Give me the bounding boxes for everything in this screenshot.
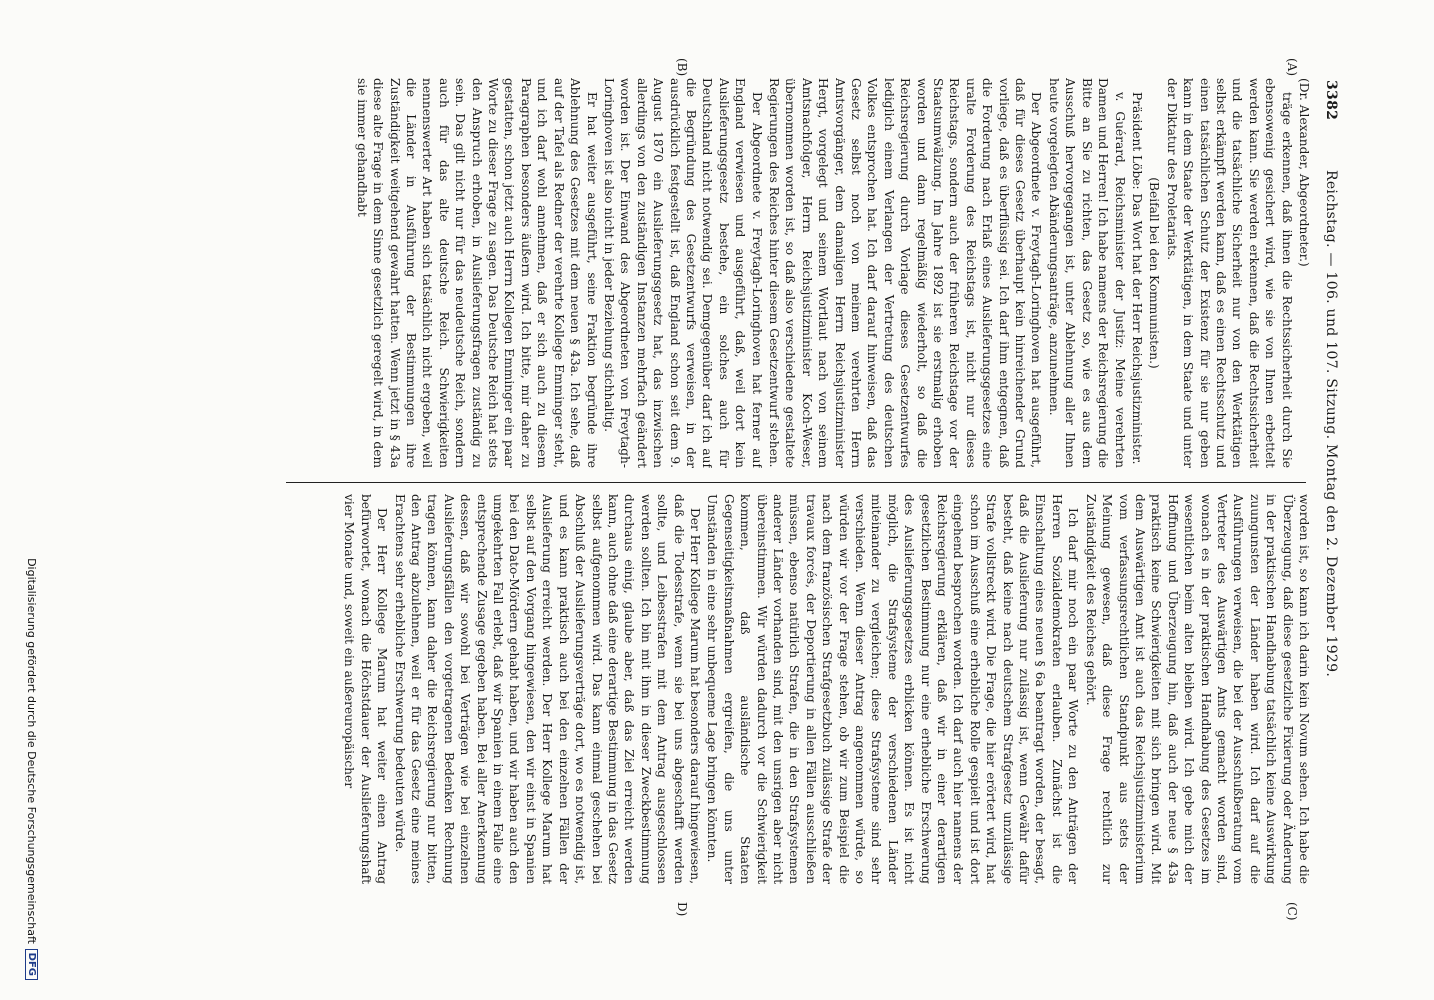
margin-marker-b: (B) [675, 58, 689, 77]
margin-marker-a: (A) [1285, 58, 1299, 77]
speaker-continuation: (Dr. Alexander, Abgeordneter.) [1297, 78, 1311, 267]
column-divider [286, 482, 1306, 483]
paragraph: v. Guérard, Reichsminister der Justiz: Meine verehrten Damen und Herren! Ich habe namens der Reichsregierung die Bitte an Sie zu richten, das Gesetz so, wie es aus dem Ausschuß hervorgegangen ist, unter Ablehnung aller Ihnen heute vorgelegten Abänderungsanträge, anzunehmen. [1046, 78, 1127, 468]
left-text-column [282, 78, 1312, 468]
margin-marker-c: (C) [1285, 902, 1299, 921]
paragraph: worden ist, so kann ich darin kein Novum sehen. Ich habe die Überzeugung, daß diese gesetzliche Fixierung oder Änderung in der praktischen Handhabung tatsächlich keine Auswirkung zuungunsten der Länder haben wird. Ich darf auf die Ausführungen verweisen, die bei der Ausschußberatung vom Vertreter des Auswärtigen Amts gemacht worden sind, wonach es in der praktischen Handhabung des Gesetzes im wesentlichen beim alten bleiben wird. Ich gebe mich der Hoffnung und Überzeugung hin, daß auch der neue § 43a praktisch keine Schwierigkeiten mit sich bringen wird. Mit dem Auswärtigen Amt ist auch das Reichsjustizministerium vom verfassungsrechtlichen Standpunkt aus stets der Meinung gewesen, daß diese Frage rechtlich zur Zuständigkeit des Reiches gehört. [1083, 494, 1311, 884]
paragraph: Der Abgeordnete v. Freytagh-Loringhoven hat ausgeführt, daß für dieses Gesetz überhaupt kein hinreichender Grund vorliege, daß es überflüssig sei. Ich darf ihm entgegnen, daß die Forderung nach Erlaß eines Auslieferungsgesetzes eine uralte Forderung des Reichstags ist, nicht nur dieses Reichstags, sondern auch der früheren Reichstage vor der Staatsumwälzung. Im Jahre 1892 ist sie erstmalig erhoben worden und dann regelmäßig wiederholt, so daß die Reichsregierung durch Vorlage dieses Gesetzentwurfes lediglich einem Verlangen der Vertretung des deutschen Volkes entsprochen hat. Ich darf darauf hinweisen, daß das Gesetz selbst noch von meinem verehrten Herrn Amtsvorgänger, dem damaligen Herrn Reichsjustizminister Hergt, vorgelegt und seinem Wortlaut nach von seinem Amtsnachfolger, Herrn Reichsjustizminister Koch-Weser, übernommen worden ist, so daß also verschiedene gestaltete Regierungen des Reiches hinter diesem Gesetzentwurf stehen. [767, 78, 1044, 468]
paragraph: Der Herr Kollege Marum hat weiter einen Antrag befürwortet, wonach die Höchstdauer der Auslieferungshaft vier Monate und, soweit ein außereuropäischer [342, 494, 390, 884]
dfg-logo: DFG [25, 949, 38, 980]
digitization-footer [12, 12, 52, 992]
margin-marker-d: D) [675, 902, 689, 917]
paragraph: Ich darf mir noch ein paar Worte zu den Anträgen der Herren Sozialdemokraten erlauben. Zunächst ist die Einschaltung eines neuen § 6a beantragt worden, der besagt, daß die Auslieferung nur zulässig ist, wenn Gewähr dafür besteht, daß keine nach deutschem Strafgesetz unzulässige Strafe vollstreckt wird. Die Frage, die hier erörtert wird, hat schon im Ausschuß eine erhebliche Rolle gespielt und ist dort eingehend besprochen worden. Ich darf auch hier namens der Reichsregierung erklären, daß wir in einer derartigen gesetzlichen Bestimmung nur eine erhebliche Erschwerung des Auslieferungsgesetzes erblicken können. Es ist nicht möglich, die Strafsysteme der verschiedenen Länder miteinander zu vergleichen; diese Strafsysteme sind sehr verschieden. Wenn dieser Antrag angenommen würde, so würden wir vor der Frage stehen, ob wir zum Beispiel die nach dem französischen Strafgesetzbuch zulässige Strafe der travaux forcés, der Deportierung in allen Fällen ausschließen müssen, ebenso natürlich Strafen, die in den Strafsystemen anderer Länder vorhanden sind, mit den unsrigen aber nicht übereinstimmen. Wir würden dadurch vor die Schwierigkeit kommen, daß ausländische Staaten Gegenseitigkeitsmaßnahmen ergreifen, die uns unter Umständen in eine sehr unbequeme Lage bringen könnten. [705, 494, 1081, 884]
paragraph: Der Abgeordnete v. Freytagh-Loringhoven hat ferner auf England verwiesen und ausgeführt, daß, weil dort kein Auslieferungsgesetz bestehe, ein solches auch für Deutschland nicht notwendig sei. Demgegenüber darf ich auf die Begründung des Gesetzentwurfs verweisen, in der ausdrücklich festgestellt ist, daß England schon seit dem 9. August 1870 ein Auslieferungsgesetz hat, das inzwischen allerdings von den zuständigen Instanzen mehrfach geändert worden ist. Der Einwand des Abgeordneten von Freytagh-Loringhoven ist also nicht in jeder Beziehung stichhaltig. [601, 78, 764, 468]
right-text-column [282, 494, 1312, 884]
paragraph: träge erkennen, daß ihnen die Rechtssicherheit durch Sie ebensowenig gesichert wird, wie sie von Ihnen erbettelt werden kann. Sie werden erkennen, daß die Rechtssicherheit und die tatsächliche Sicherheit nur von den Werktätigen selbst erkämpft werden kann, daß es einen Rechtsschutz und einen tatsächlichen Schutz der Existenz für sie nur geben kann in dem Staate der Werktätigen, in dem Staate und unter der Diktatur des Proletariats. [1164, 78, 1294, 468]
stage-direction: (Beifall bei den Kommunisten.) [1147, 177, 1162, 369]
paragraph: Er hat weiter ausgeführt, seine Fraktion begründe ihre Ablehnung des Gesetzes mit dem neuen § 43a. Ich sehe, daß auf der Tafel als Redner der verehrte Kollege Emminger steht, und ich darf wohl annehmen, daß er sich auch zu diesem Paragraphen besonders äußern wird. Ich bitte, mir daher zu gestatten, schon jetzt auch Herrn Kollegen Emminger ein paar Worte zu dieser Frage zu sagen. Das Deutsche Reich hat stets den Anspruch erhoben, in Auslieferungsfragen zuständig zu sein. Das gilt nicht nur für das neudeutsche Reich, sondern auch für das alte deutsche Reich. Schwierigkeiten nennenswerter Art haben sich tatsächlich nicht ergeben, weil die Länder in Ausführung der Bestimmungen ihre Zuständigkeit weitgehend gewahrt hatten. Wenn jetzt in § 43a diese alte Frage in dem Sinne gesetzlich geregelt wird, in dem sie immer gehandhabt [354, 78, 599, 468]
dfg-credit: Digitalisierung gefördert durch die Deutsche Forschungsgemeinschaft [25, 558, 38, 944]
page-header [1317, 80, 1339, 900]
paragraph: Der Herr Kollege Marum hat besonders darauf hingewiesen, daß die Todesstrafe, wenn sie bei uns abgeschafft werden sollte, und Leibesstrafen mit dem Antrag ausgeschlossen werden sollten. Ich bin mit ihm in dieser Zweckbestimmung durchaus einig, glaube aber, daß das Ziel erreicht werden kann, auch ohne daß eine derartige Bestimmung in das Gesetz selbst aufgenommen wird. Das kann einmal geschehen bei Abschluß der Auslieferungsverträge dort, wo es notwendig ist, und es kann praktisch auch bei den einzelnen Fällen der Auslieferung erreicht werden. Der Herr Kollege Marum hat selbst auf den Vorgang hingewiesen, den wir einst in Spanien bei den Dato-Mördern gehabt haben, und wir haben auch den umgekehrten Fall erlebt, daß wir Spanien in einem Falle eine entsprechende Zusage gegeben haben. Bei aller Anerkennung dessen, daß wir sowohl bei Verträgen wie bei einzelnen Auslieferungsfällen den vorgetragenen Bedenken Rechnung tragen können, kann daher die Reichsregierung nur bitten, den Antrag abzulehnen, weil er für das Gesetz eine meines Erachtens sehr erhebliche Erschwerung bedeuten würde. [392, 494, 702, 884]
paragraph: Präsident Löbe: Das Wort hat der Herr Reichsjustizminister. [1129, 92, 1144, 465]
page-title: Reichstag. — 106. und 107. Sitzung. Montag den 2. Dezember 1929. [1323, 170, 1339, 678]
page-number: 3382 [1323, 80, 1339, 121]
